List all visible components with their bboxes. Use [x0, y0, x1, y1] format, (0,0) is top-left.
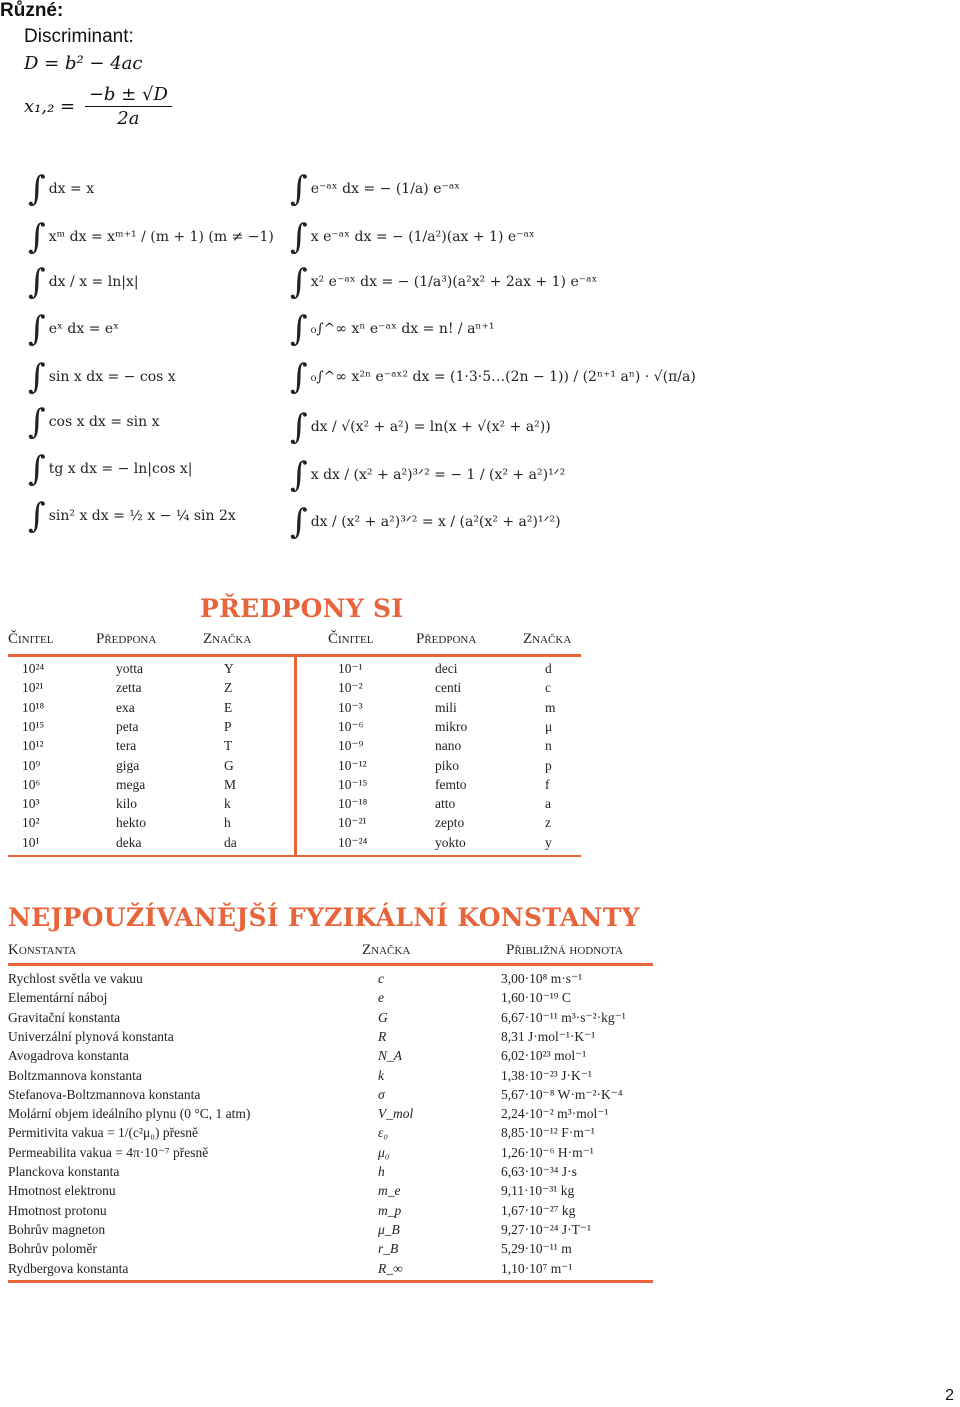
integral-formula	[290, 407, 551, 447]
prefixes-cell: 10⁶	[22, 776, 41, 792]
integral-sign: ∫	[28, 357, 46, 397]
constants-cell: 3,00·10⁸ m·s⁻¹	[501, 971, 583, 986]
constants-cell: Permeabilita vakua = 4π·10⁻⁷ přesně	[8, 1144, 209, 1160]
prefixes-cell: Z	[224, 680, 233, 696]
prefixes-cell: 10²	[22, 815, 40, 831]
integral-sign: ∫	[28, 496, 46, 536]
integral-text: cos x dx = sin x	[48, 414, 160, 430]
prefixes-column-header: Značka	[203, 631, 252, 647]
integral-text: eˣ dx = eˣ	[48, 321, 120, 337]
roots-lhs: x₁,₂ =	[24, 96, 76, 117]
prefixes-cell: 10³	[22, 796, 40, 812]
integral-formula	[290, 357, 696, 397]
integral-text: dx / (x² + a²)³ᐟ² = x / (a²(x² + a²)¹ᐟ²)	[310, 514, 561, 530]
prefixes-cell: mikro	[435, 718, 468, 734]
integral-sign: ∫	[290, 262, 308, 302]
roots-denominator: 2a	[117, 108, 140, 129]
roots-numerator: −b ± √D	[85, 84, 172, 107]
prefixes-cell: p	[545, 757, 552, 773]
constants-cell: h	[378, 1164, 385, 1179]
prefixes-cell: m	[545, 699, 556, 715]
integral-text: e⁻ᵃˣ dx = − (1/a) e⁻ᵃˣ	[310, 181, 461, 197]
prefixes-cell: k	[224, 796, 231, 812]
prefixes-cell: y	[545, 834, 552, 850]
prefixes-cell: G	[224, 757, 234, 773]
integral-text: x dx / (x² + a²)³ᐟ² = − 1 / (x² + a²)¹ᐟ²	[310, 467, 566, 483]
constants-cell: 1,26·10⁻⁶ H·m⁻¹	[501, 1144, 594, 1160]
prefixes-cell: f	[545, 776, 550, 792]
prefixes-cell: 10⁻⁹	[338, 738, 364, 754]
constants-cell: μ₀	[378, 1144, 390, 1160]
constants-cell: r_B	[378, 1241, 399, 1257]
prefixes-cell: n	[545, 738, 552, 754]
prefixes-cell: mega	[116, 776, 146, 792]
prefixes-cell: M	[224, 776, 237, 792]
prefixes-cell: μ	[545, 718, 553, 734]
integral-formula	[290, 455, 566, 495]
constants-cell: ε₀	[378, 1125, 389, 1141]
roots-formula	[24, 84, 172, 136]
prefixes-cell: P	[224, 718, 232, 734]
page-heading: Různé:	[0, 0, 64, 21]
constants-cell: 2,24·10⁻² m³·mol⁻¹	[501, 1106, 609, 1122]
constants-cell: R	[378, 1028, 387, 1044]
constants-cell: Planckova konstanta	[8, 1164, 120, 1179]
constants-column-header: Přibližná hodnota	[506, 942, 623, 958]
prefixes-cell: 10¹	[22, 834, 40, 850]
prefixes-cell: d	[545, 661, 552, 676]
integral-formula	[290, 169, 461, 209]
prefixes-cell: hekto	[116, 815, 146, 831]
prefixes-cell: h	[224, 815, 231, 831]
prefixes-cell: yokto	[435, 834, 466, 850]
integral-text: ₀∫^∞ x²ⁿ e⁻ᵃˣ² dx = (1·3·5…(2n − 1)) / (2ⁿ⁺¹ aⁿ) · √(π/a)	[310, 369, 696, 385]
prefixes-cell: a	[545, 796, 551, 812]
constants-cell: Permitivita vakua = 1/(c²μ₀) přesně	[8, 1125, 199, 1141]
prefixes-cell: 10²¹	[22, 680, 44, 696]
integral-sign: ∫	[290, 455, 308, 495]
integral-sign: ∫	[290, 357, 308, 397]
roots-fraction	[85, 84, 172, 129]
integral-text: sin x dx = − cos x	[48, 369, 176, 385]
integral-formula	[28, 496, 236, 536]
constants-cell: Hmotnost protonu	[8, 1202, 107, 1218]
integral-formula	[28, 309, 120, 349]
integral-sign: ∫	[290, 407, 308, 447]
integral-formula	[28, 169, 95, 209]
constants-cell: Bohrův poloměr	[8, 1241, 97, 1257]
constants-cell: 1,38·10⁻²³ J·K⁻¹	[501, 1067, 592, 1083]
integral-formula	[28, 262, 139, 302]
constants-header-rule	[8, 963, 653, 966]
integral-formula	[290, 502, 561, 542]
prefixes-cell: deci	[435, 661, 458, 676]
prefixes-cell: T	[224, 738, 233, 754]
integral-sign: ∫	[290, 169, 308, 209]
prefixes-column-header: Předpona	[416, 631, 477, 647]
prefixes-cell: centi	[435, 680, 462, 696]
constants-cell: m_e	[378, 1183, 401, 1199]
integral-text: dx = x	[48, 181, 95, 197]
constants-cell: Univerzální plynová konstanta	[8, 1028, 174, 1044]
prefixes-cell: 10¹⁸	[22, 699, 45, 715]
integral-text: dx / √(x² + a²) = ln(x + √(x² + a²))	[310, 419, 551, 435]
constants-cell: 9,27·10⁻²⁴ J·T⁻¹	[501, 1221, 592, 1237]
constants-cell: k	[378, 1067, 384, 1083]
constants-cell: Avogadrova konstanta	[8, 1048, 129, 1064]
prefixes-cell: 10⁻¹⁸	[338, 796, 368, 812]
prefixes-column-header: Předpona	[96, 631, 157, 647]
prefixes-cell: 10⁻²⁴	[338, 834, 368, 850]
constants-cell: Molární objem ideálního plynu (0 °C, 1 atm)	[8, 1106, 251, 1122]
discriminant-formula: D = b² − 4ac	[24, 53, 143, 74]
integral-formula	[290, 262, 598, 302]
prefixes-cell: 10⁻¹⁵	[338, 776, 368, 792]
prefixes-cell: giga	[116, 757, 140, 773]
integral-sign: ∫	[290, 309, 308, 349]
constants-cell: 5,29·10⁻¹¹ m	[501, 1241, 572, 1257]
integral-sign: ∫	[28, 169, 46, 209]
constants-cell: Rychlost světla ve vakuu	[8, 971, 143, 986]
integral-formula	[28, 217, 274, 257]
prefixes-column-header: Značka	[523, 631, 572, 647]
constants-cell: V_mol	[378, 1106, 414, 1122]
prefixes-cell: mili	[435, 699, 457, 715]
prefixes-cell: 10¹²	[22, 738, 44, 754]
constants-cell: 5,67·10⁻⁸ W·m⁻²·K⁻⁴	[501, 1086, 623, 1102]
integral-text: sin² x dx = ½ x − ¼ sin 2x	[48, 508, 236, 524]
constants-cell: Bohrův magneton	[8, 1221, 106, 1237]
prefixes-divider	[294, 657, 297, 856]
prefixes-cell: deka	[116, 834, 142, 850]
prefixes-cell: kilo	[116, 796, 138, 812]
prefixes-cell: z	[545, 815, 551, 831]
constants-cell: Rydbergova konstanta	[8, 1260, 129, 1276]
prefixes-cell: E	[224, 699, 233, 715]
constants-cell: c	[378, 971, 384, 986]
constants-cell: 6,02·10²³ mol⁻¹	[501, 1048, 587, 1064]
constants-cell: 8,85·10⁻¹² F·m⁻¹	[501, 1125, 595, 1141]
prefixes-cell: femto	[435, 776, 467, 792]
integral-text: ₀∫^∞ xⁿ e⁻ᵃˣ dx = n! / aⁿ⁺¹	[310, 321, 495, 337]
prefixes-cell: atto	[435, 796, 456, 812]
integral-text: x e⁻ᵃˣ dx = − (1/a²)(ax + 1) e⁻ᵃˣ	[310, 229, 535, 245]
prefixes-cell: 10²⁴	[22, 661, 45, 676]
integral-formula	[290, 309, 495, 349]
integral-sign: ∫	[28, 262, 46, 302]
prefixes-cell: 10⁻²¹	[338, 815, 367, 831]
integral-formula	[28, 449, 193, 489]
page-number: 2	[945, 1387, 954, 1404]
integral-formula	[290, 217, 535, 257]
prefixes-cell: 10¹⁵	[22, 718, 45, 734]
prefixes-cell: nano	[435, 738, 462, 754]
constants-cell: N_A	[378, 1048, 403, 1064]
integral-formula	[28, 357, 176, 397]
constants-cell: σ	[378, 1086, 385, 1102]
prefixes-cell: 10⁹	[22, 757, 41, 773]
constants-column-header: Konstanta	[8, 942, 77, 958]
constants-cell: Hmotnost elektronu	[8, 1183, 116, 1199]
prefixes-cell: yotta	[116, 661, 143, 676]
integral-formula	[28, 402, 160, 442]
constants-cell: e	[378, 990, 384, 1006]
constants-cell: Gravitační konstanta	[8, 1009, 121, 1025]
prefixes-cell: exa	[116, 699, 135, 715]
prefixes-cell: 10⁻³	[338, 699, 363, 715]
integral-text: dx / x = ln|x|	[48, 274, 139, 290]
integral-text: tg x dx = − ln|cos x|	[48, 461, 193, 477]
constants-cell: μ_B	[378, 1221, 400, 1237]
constants-cell: R_∞	[378, 1260, 403, 1276]
prefixes-cell: tera	[116, 738, 137, 754]
integral-text: xᵐ dx = xᵐ⁺¹ / (m + 1) (m ≠ −1)	[48, 229, 274, 245]
prefixes-cell: c	[545, 680, 551, 696]
constants-cell: 9,11·10⁻³¹ kg	[501, 1183, 575, 1199]
constants-bottom-rule	[8, 1280, 653, 1283]
constants-cell: Stefanova-Boltzmannova konstanta	[8, 1086, 201, 1102]
integral-sign: ∫	[28, 217, 46, 257]
constants-cell: Boltzmannova konstanta	[8, 1067, 142, 1083]
prefixes-cell: 10⁻¹	[338, 661, 363, 676]
prefixes-cell: piko	[435, 757, 460, 773]
constants-cell: Elementární náboj	[8, 990, 108, 1006]
constants-cell: 1,60·10⁻¹⁹ C	[501, 990, 571, 1006]
constants-title: NEJPOUŽÍVANĚJŠÍ FYZIKÁLNÍ KONSTANTY	[8, 903, 640, 932]
integral-sign: ∫	[290, 217, 308, 257]
prefixes-cell: peta	[116, 718, 139, 734]
constants-cell: 1,67·10⁻²⁷ kg	[501, 1202, 576, 1218]
prefixes-column-header: Činitel	[328, 631, 374, 647]
integral-sign: ∫	[290, 502, 308, 542]
prefixes-title: PŘEDPONY SI	[200, 594, 404, 623]
prefixes-cell: 10⁻²	[338, 680, 363, 696]
integral-text: x² e⁻ᵃˣ dx = − (1/a³)(a²x² + 2ax + 1) e⁻ᵃˣ	[310, 274, 598, 290]
constants-cell: 6,63·10⁻³⁴ J·s	[501, 1164, 577, 1179]
prefixes-cell: Y	[224, 661, 234, 676]
constants-cell: 6,67·10⁻¹¹ m³·s⁻²·kg⁻¹	[501, 1009, 626, 1025]
prefixes-cell: 10⁻⁶	[338, 718, 364, 734]
prefixes-bottom-rule	[8, 855, 581, 857]
integral-sign: ∫	[28, 449, 46, 489]
constants-cell: 8,31 J·mol⁻¹·K⁻¹	[501, 1028, 596, 1044]
prefixes-cell: 10⁻¹²	[338, 757, 367, 773]
prefixes-cell: da	[224, 834, 237, 850]
prefixes-column-header: Činitel	[8, 631, 54, 647]
discriminant-label: Discriminant:	[24, 26, 134, 47]
constants-cell: 1,10·10⁷ m⁻¹	[501, 1260, 573, 1276]
constants-column-header: Značka	[362, 942, 411, 958]
constants-cell: G	[378, 1009, 388, 1025]
integral-sign: ∫	[28, 402, 46, 442]
integral-sign: ∫	[28, 309, 46, 349]
constants-cell: m_p	[378, 1202, 402, 1218]
prefixes-cell: zetta	[116, 680, 142, 696]
prefixes-cell: zepto	[435, 815, 465, 831]
